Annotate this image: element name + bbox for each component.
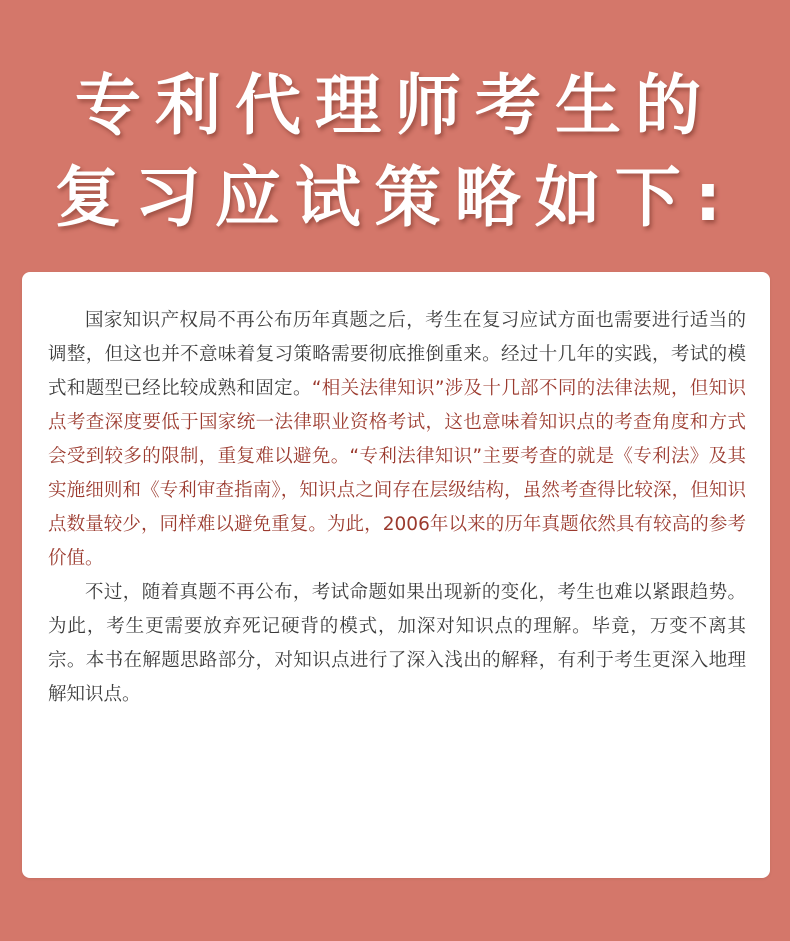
paragraph-1-intro: 国家知识产权局不再公布历年真题之后，考生在复习应试方面也需要进行适当的调整，但这也并不意味着复习策略需要彻底推倒重来。经过十几年的实践，考试的模式和题型已经比较成熟和固定。 [48, 310, 746, 399]
article-body [48, 304, 746, 712]
paragraph-1-highlight: “相关法律知识”涉及十几部不同的法律法规，但知识点考查深度要低于国家统一法律职业资格考试，这也意味着知识点的考查角度和方式会受到较多的限制，重复难以避免。“专利法律知识”主要考查的就是《专利法》及其实施细则和《专利审查指南》，知识点之间存在层级结构，虽然考查得比较深，但知识点数量较少，同样难以避免重复。为此，2006年以来的历年真题依然具有较高的参考价值。 [48, 378, 746, 569]
paragraph-1 [48, 304, 746, 576]
paragraph-2: 不过，随着真题不再公布，考试命题如果出现新的变化，考生也难以紧跟趋势。为此，考生更需要放弃死记硬背的模式，加深对知识点的理解。毕竟，万变不离其宗。本书在解题思路部分，对知识点进行了深入浅出的解释，有利于考生更深入地理解知识点。 [48, 582, 746, 705]
headline [0, 60, 790, 244]
content-card [22, 272, 770, 878]
headline-line-1: 专利代理师考生的 [75, 67, 715, 144]
headline-line-2: 复习应试策略如下: [54, 159, 736, 236]
